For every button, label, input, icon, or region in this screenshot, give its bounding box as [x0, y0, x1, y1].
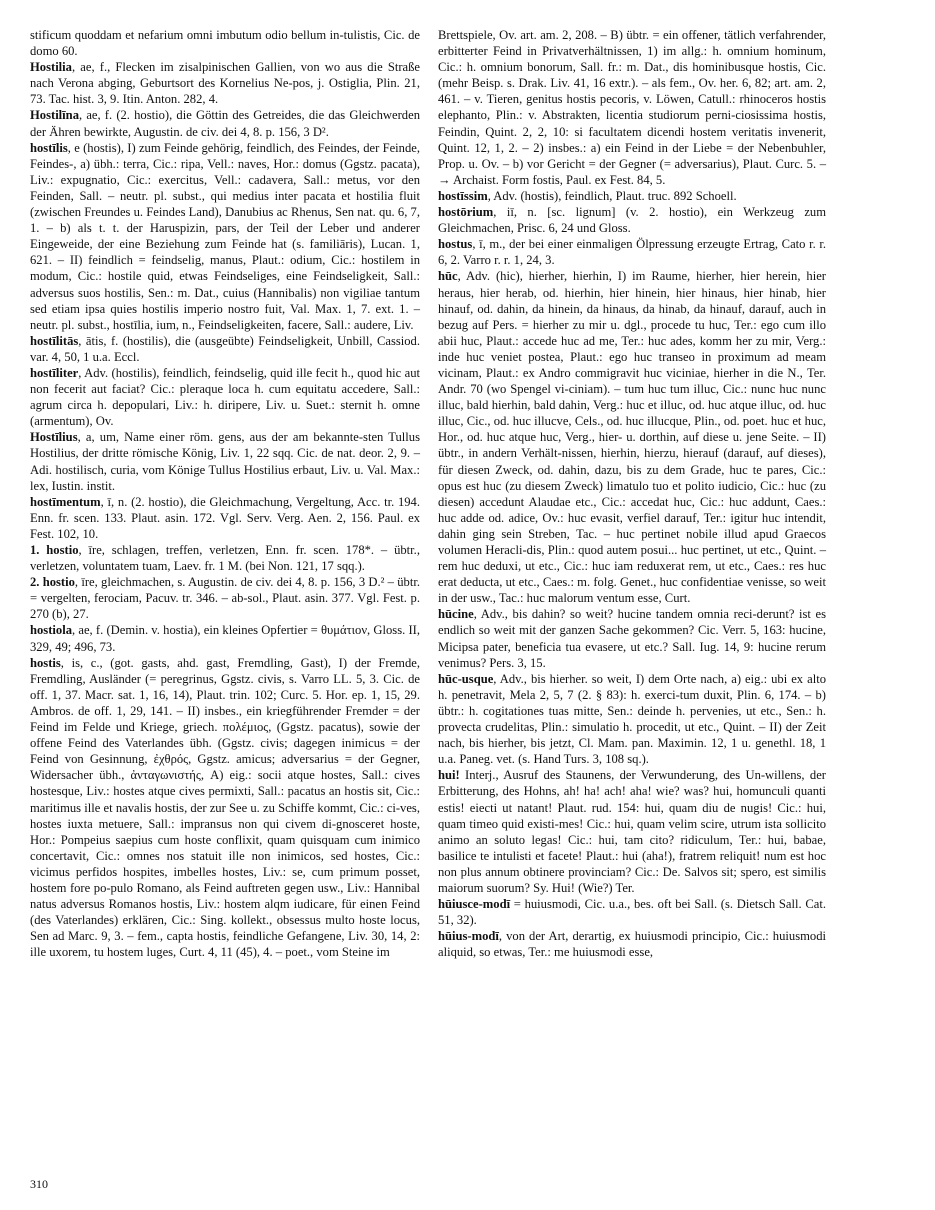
- dictionary-entry: [30, 574, 420, 622]
- entry-text: , a, um, Name einer röm. gens, aus der am bekannte-sten Tullus Hostilius, der dritte römische König, Liv. 1, 22 sqq. Cic. de nat. deor. 2, 9. – Adi. hostilisch, curia, vom Könige Tullus Hostilius erbaut, Liv. u. Val. Max.: lex, Iustin. instit.: [30, 430, 420, 493]
- entry-headword: hostis: [30, 655, 61, 670]
- entry-headword: Hostilīna: [30, 108, 79, 123]
- dictionary-entry: [30, 494, 420, 542]
- page-number: 310: [30, 1177, 48, 1191]
- entry-headword: 1. hostio: [30, 543, 79, 557]
- entry-text: , e (hostis), I) zum Feinde gehörig, feindlich, des Feindes, der Feinde, Feindes-, a) übh.: terra, Cic.: ripa, Vell.: naves, Hor.: domus (Ggstz. pacata), Liv.: expugnatio, Cic.: exercitus, Vell.: cadavera, Sall.: metus, vor den Feinden, Sall. – neutr. pl. subst., qui medius inter pacata et hostilia fluit (zwischen Freundes u. Feindes Land), Danubius ac Rhenus, Sen nat. qu. 6, 7, 1. – b) als t. t. der Haruspizin, pars, der Teil der Leber und anderer Eingeweide, der eine Beziehung zum Feinde hat (s. familiāris), Lucan. 1, 621. – II) feindlich = feindselig, manus, Plaut.: odium, Cic.: hostilem in modum, Cic.: hostile quid, etwas Feindseliges, eine Feindseligkeit, Sall.: adversus suos hostilis, Sen.: m. Dat., cuius (Hannibalis) non vigiliae tantum sed etiam ipsa quies hostilis imperio nostro fuit, Val. Max. 1, 7. ext. 1. – neutr. pl. subst., hostīlia, ium, n., Feindseligkeiten, facere, Sall.: audere, Liv.: [30, 140, 420, 332]
- entry-headword: hostīlitās: [30, 333, 79, 348]
- entry-headword: hostiola: [30, 623, 72, 638]
- dictionary-entry: [438, 928, 826, 960]
- entry-headword: 2. hostio: [30, 575, 75, 590]
- entry-headword: Hostilia: [30, 60, 72, 75]
- dictionary-entry: [30, 542, 420, 574]
- dictionary-entry: [438, 204, 826, 236]
- entry-text: , ae, f., Flecken im zisalpinischen Gallien, von wo aus die Straße nach Verona abging, Geburtsort des Kornelius Ne-pos, j. Ostiglia, Plin. 21, 73. Tac. hist. 3, 9. Itin. Anton. 282, 4.: [30, 60, 420, 107]
- entry-text: , ae, f. (Demin. v. hostia), ein kleines Opfertier = θυμάτιον, Gloss. II, 329, 49; 496, 73.: [30, 623, 420, 654]
- entry-text: , Adv., bis dahin? so weit? hucine tandem omnia reci-derunt? ist es endlich so weit mit der ganzen Sache gekommen? Cic. Verr. 5, 163: hucine, Micipsa pater, beneficia tua evasere, ut etc.? Sall. Iug. 14, 9: hucine rerum venimus? Pers. 3, 15.: [438, 607, 826, 670]
- dictionary-entry: [30, 333, 420, 365]
- entry-text: Brettspiele, Ov. art. am. 2, 208. – B) übtr. = ein offener, tätlich verfahrender, erbitterter Feind in Privatverhältnissen, 1) im allg.: h. omnium hominum, Cic.: h. omnium bonorum, Sall. fr.: m. Dat., dis hominibusque hostis, Cic. (mehr Beisp. s. Drak. Liv. 41, 16 extr.). – als fem., Ov. her. 6, 82; art. am. 2, 461. – v. Tieren, genitus hostis pecoris, v. Löwen, Catull.: rhinoceros hostis elephanto, Plin.: v. Abstrakten, licentia studiorum perni-ciosissima hostis, Feindin, Quint. 2, 2, 10: si facultatem dicendi hostem veritatis invenerit, Quint. 12, 1, 2. – 2) insbes.: a) ein Feind in der Liebe = der Nebenbuhler, Prop. u. Ov. – b) vor Gericht = der Gegner (= adversarius), Plaut. Curc. 5. – → Archaist. Form fostis, Paul. ex Fest. 84, 5.: [438, 28, 826, 187]
- dictionary-entry: [438, 268, 826, 606]
- entry-headword: hostīlis: [30, 140, 68, 155]
- entry-text: , ae, f. (2. hostio), die Göttin des Getreides, die das Gleichwerden der Ähren bewirkte, Augustin. de civ. dei 4, 8. p. 156, 3 D².: [30, 108, 420, 139]
- left-column: [30, 27, 420, 960]
- entry-text: Interj., Ausruf des Staunens, der Verwunderung, des Un-willens, der Erbitterung, des Hohns, ah! ha! ach! aha! wie? was? hui, homunculi quanti estis! eiecti ut natant! Plaut. rud. 154: hui, quam diu de nugis! Cic.: hui, quam timeo quid existi-mes! Cic.: hui, quam velim scire, utrum ista sollicito animo an soluto legas! Cic.: hui, tam cito? ridiculum, Ter.: hui, babae, basilice te intulisti et facete! Plaut.: hui (aha!), fratrem reliquit! num est hoc non plus annum obtinere provinciam? Cic.: De. Salvos sit; spero, est similis maiorum suorum? Sy. Hui! (Wie?) Ter.: [438, 768, 826, 895]
- dictionary-entry: [438, 27, 826, 188]
- entry-headword: hūiusce-modī: [438, 897, 511, 912]
- entry-headword: hostīssim: [438, 188, 488, 203]
- entry-text: , īre, gleichmachen, s. Augustin. de civ. dei 4, 8. p. 156, 3 D.² – übtr. = vergelten, ferociam, Pacuv. tr. 346. – ab-sol., Plaut. asin. 377. Vgl. Fest. p. 270 (b), 27.: [30, 575, 420, 622]
- entry-text: , Adv. (hostis), feindlich, Plaut. truc. 892 Schoell.: [487, 188, 737, 203]
- dictionary-entry: [438, 671, 826, 768]
- entry-headword: hostīliter: [30, 365, 79, 380]
- dictionary-entry: [30, 365, 420, 429]
- dictionary-entry: [438, 188, 826, 204]
- entry-text: , ī, m., der bei einer einmaligen Ölpressung erzeugte Ertrag, Cato r. r. 6, 2. Varro r. r. 1, 24, 3.: [438, 237, 826, 268]
- entry-text: = huiusmodi, Cic. u.a., bes. oft bei Sall. (s. Dietsch Sall. Cat. 51, 32).: [438, 897, 826, 928]
- entry-headword: Hostīlius: [30, 430, 78, 445]
- dictionary-entry: [30, 429, 420, 493]
- dictionary-entry: [30, 622, 420, 654]
- entry-text: , ī, n. (2. hostio), die Gleichmachung, Vergeltung, Acc. tr. 194. Enn. fr. scen. 133. Plaut. asin. 172. Vgl. Serv. Verg. Aen. 2, 156. Paul. ex Fest. 102, 10.: [30, 494, 420, 541]
- entry-text: stificum quoddam et nefarium omni imbutum odio bellum in-tulistis, Cic. de domo 60.: [30, 28, 420, 59]
- entry-headword: hostus: [438, 237, 473, 252]
- dictionary-entry: [30, 107, 420, 139]
- dictionary-entry: [30, 140, 420, 333]
- entry-headword: hui!: [438, 768, 460, 783]
- entry-headword: hūcine: [438, 607, 474, 622]
- dictionary-entry: [30, 27, 420, 59]
- dictionary-entry: [30, 655, 420, 961]
- entry-headword: hūius-modī: [438, 929, 499, 944]
- entry-headword: hūc: [438, 269, 458, 284]
- dictionary-entry: [30, 59, 420, 107]
- entry-headword: hostīmentum: [30, 494, 101, 509]
- entry-text: , von der Art, derartig, ex huiusmodi principio, Cic.: huiusmodi aliquid, so etwas, Ter.: me huiusmodi esse,: [438, 929, 826, 960]
- entry-text: , Adv., bis hierher. so weit, I) dem Orte nach, a) eig.: ubi ex alto h. penetravit, Mela 2, 5, 7 (2. § 83): h. exerci-tum duxit, Plin. 6, 174. – b) übtr.: h. cogitationes tuas mitte, Sen.: deinde h. pervenies, ut etc., Sen.: h. provecta crudelitas, Plin.: simulatio h. procedit, ut etc., Quint. – II) der Zeit nach, bis hierher, bis jetzt, Cl. Mam. pan. Maximin. 12, 1 u. genethl. 18, 1 u.a. Paneg. vet. (s. Hand Turs. 3, 108 sq.).: [438, 671, 826, 767]
- entry-text: , Adv. (hostilis), feindlich, feindselig, quid ille fecit h., quod hic aut non fecerit aut faciat? Cic.: pleraque loca h. cum equitatu accedere, Sall.: agrum circa h. depopulari, Liv.: h. diripere, Liv. u. Suet.: sternit h. omne (armentum), Ov.: [30, 365, 420, 429]
- entry-text: , iī, n. [sc. lignum] (v. 2. hostio), ein Werkzeug zum Gleichmachen, Prisc. 6, 24 und Gloss.: [438, 205, 826, 236]
- entry-text: , īre, schlagen, treffen, verletzen, Enn. fr. scen. 178*. – übtr., verletzen, voluntatem tuam, Laev. fr. 1 M. (bei Non. 121, 17 sqq.).: [30, 543, 420, 574]
- entry-text: , Adv. (hic), hierher, hierhin, I) im Raume, hierher, hier herein, hier heraus, hier herab, od. hierhin, hier hinein, hier hinaus, hier hinab, hier hinauf, od. dahin, da hinein, da hinaus, da hinab, da hinauf, darauf, auch in bezug auf Pers. = hierher zu mir u. dgl., procede tu huc, Ter.: ego cum illo abii huc, Plaut.: accede huc ad me, Ter.: huc ades, komm her zu mir, Verg.: inde huc veniet postea, Plaut.: ego huc transeo in proximum ad meam vicinam, Plaut.: ex Andro commigravit huc viciniae, hierher in die N., Ter. Andr. 70 (wo Spengel vi-ciniam). – tum huc tum illuc, Cic.: nunc huc nunc illuc, bald hierhin, bald dahin, Verg.: huc et illuc, od. huc atque illuc, od. huc illuc, Cic., od. huc illucve, Cels., od. huc illucque, Plin., od. poet. huc et huc, Hor., od. huc atque huc, Verg., hier- u. dorthin, auf diese u. jene Seite. – II) übtr., in andern Verhält-nissen, hierhin, hierzu, hierauf (darauf, auf dieses), für diesen Zweck, od. dahin, dazu, bis zu dem Grade, huc te pares, Cic.: opus est huc (zu diesem Zweck) limatulo tuo et polito iudicio, Cic.: huc (zu diesen) accedunt Alaudae etc., Cic.: accedat huc, Cic.: huc addunt, Caes.: huc adde od. adice, Ov.: huc evasit, verfiel darauf, Ter.: igitur huc intendit, dahin ging sein Streben, Tac. – huc pertinet nobile illud apud Graecos volumen Heracli-dis, Plin.: quod autem posui... huc pertinet, ut etc., Quint. – rem huc deduxi, ut etc., Cic.: huc iam reduxerat rem, ut etc., Caes.: res huc erat deducta, ut etc., Caes.: m. folg. Genet., huc confidentiae venisse, so weit in der usw., Tac.: huc malorum ventum esse, Curt.: [438, 269, 826, 606]
- entry-headword: hostōrium: [438, 205, 494, 220]
- dictionary-entry: [438, 767, 826, 896]
- dictionary-entry: [438, 606, 826, 670]
- dictionary-entry: [438, 896, 826, 928]
- entry-text: , is, c., (got. gasts, ahd. gast, Fremdling, Gast), I) der Fremde, Fremdling, Ausländer (= peregrinus, Ggstz. civis, s. Varro LL. 5, 3. Cic. de off. 1, 37. Macr. sat. 1, 16, 14), Plaut. trin. 102; Curc. 5. Hor. ep. 1, 15, 29. Ambros. de off. 1, 29, 141. – II) insbes., ein kriegführender Fremder = der Feind im Felde und Kriege, griech. πολέμιος, (Ggstz. pacatus), sowie der offene Feind des Vaterlandes übh. (Ggstz. civis; dagegen inimicus = der Feind von Gesinnung, ἐχθρός, Ggstz. amicus; adversarius = der Gegner, Widersacher übh., ἀνταγωνιστής, A) eig.: socii atque hostes, Sall.: cives hostesque, Liv.: hostes atque cives permixti, Sall.: pacatus an hostis sit, Cic.: maritimus ille et navalis hostis, der zur See u. zu Schiffe kommt, Cic.: ci-ves, hostes iuxta metuere, Sall.: impransus non qui civem di-gnosceret hoste, Hor.: Pompeius saepius cum hoste conflixit, quam quisquam cum inimico concertavit, Cic.: omnes nos statuit ille non inimicos, sed hostes, Cic.: vicimus perfidos hospites, imbelles hostes, Liv.: se, cum primum posset, hostem fore po-pulo Romano, als Feind auftreten gegen usw., Liv.: Hannibal natus adversus Romanos hostis, Liv.: hostem alqm iudicare, für einen Feind (des Vaterlandes) erklären, Cic.: Sing. kollekt., obsessus multo hoste locus, Sen ad Marc. 9, 3. – fem., capta hostis, feindliche Gefangene, Liv. 30, 14, 2: ille uxorem, tu hostem luges, Curt. 4, 11 (45), 4. – poet., vom Steine im: [30, 655, 420, 960]
- entry-text: , ātis, f. (hostilis), die (ausgeübte) Feindseligkeit, Unbill, Cassiod. var. 4, 50, 1 u.a. Eccl.: [30, 333, 420, 364]
- entry-headword: hūc-usque: [438, 671, 494, 686]
- dictionary-entry: [438, 236, 826, 268]
- right-column: [438, 27, 826, 960]
